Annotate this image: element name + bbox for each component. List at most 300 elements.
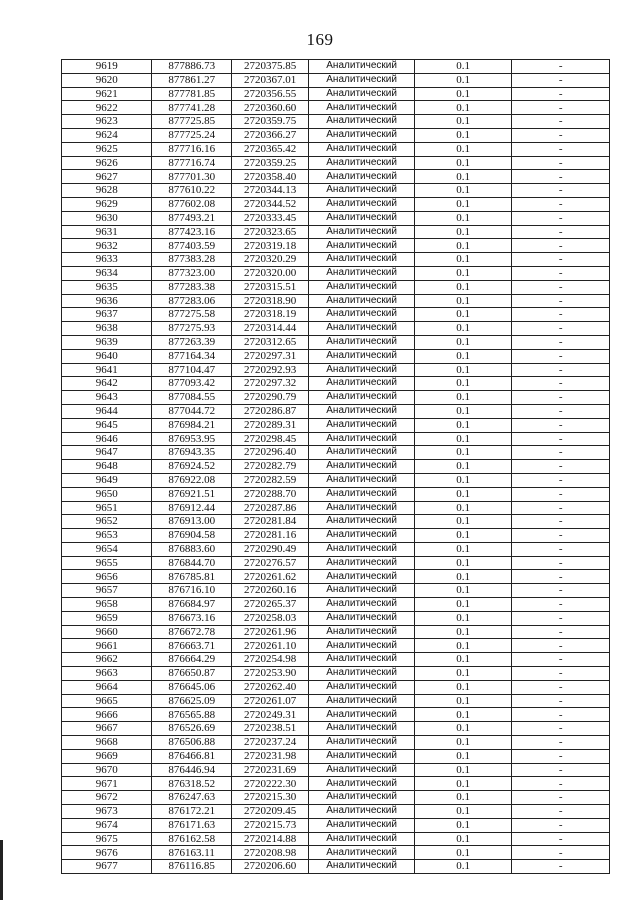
- table-row: [62, 653, 610, 667]
- x-coordinate-cell: 876645.06: [152, 680, 231, 694]
- y-coordinate-cell: 2720333.45: [231, 211, 308, 225]
- point-number-cell: 9644: [62, 404, 152, 418]
- method-cell: Аналитический: [309, 598, 415, 612]
- note-cell: -: [512, 653, 610, 667]
- method-cell: Аналитический: [309, 197, 415, 211]
- x-coordinate-cell: 877725.24: [152, 128, 231, 142]
- method-cell: Аналитический: [309, 667, 415, 681]
- point-number-cell: 9641: [62, 363, 152, 377]
- x-coordinate-cell: 877263.39: [152, 335, 231, 349]
- method-cell: Аналитический: [309, 860, 415, 874]
- note-cell: -: [512, 404, 610, 418]
- method-cell: Аналитический: [309, 501, 415, 515]
- point-number-cell: 9636: [62, 294, 152, 308]
- method-cell: Аналитический: [309, 184, 415, 198]
- table-row: [62, 694, 610, 708]
- accuracy-cell: 0.1: [414, 335, 512, 349]
- x-coordinate-cell: 876506.88: [152, 736, 231, 750]
- point-number-cell: 9643: [62, 391, 152, 405]
- method-cell: Аналитический: [309, 156, 415, 170]
- y-coordinate-cell: 2720359.75: [231, 115, 308, 129]
- point-number-cell: 9663: [62, 667, 152, 681]
- y-coordinate-cell: 2720208.98: [231, 846, 308, 860]
- accuracy-cell: 0.1: [414, 611, 512, 625]
- point-number-cell: 9619: [62, 60, 152, 74]
- accuracy-cell: 0.1: [414, 156, 512, 170]
- method-cell: Аналитический: [309, 680, 415, 694]
- note-cell: -: [512, 349, 610, 363]
- accuracy-cell: 0.1: [414, 736, 512, 750]
- accuracy-cell: 0.1: [414, 749, 512, 763]
- point-number-cell: 9664: [62, 680, 152, 694]
- y-coordinate-cell: 2720215.30: [231, 791, 308, 805]
- y-coordinate-cell: 2720365.42: [231, 142, 308, 156]
- table-row: [62, 73, 610, 87]
- method-cell: Аналитический: [309, 211, 415, 225]
- x-coordinate-cell: 876883.60: [152, 542, 231, 556]
- y-coordinate-cell: 2720298.45: [231, 432, 308, 446]
- accuracy-cell: 0.1: [414, 694, 512, 708]
- accuracy-cell: 0.1: [414, 60, 512, 74]
- table-row: [62, 142, 610, 156]
- y-coordinate-cell: 2720222.30: [231, 777, 308, 791]
- point-number-cell: 9626: [62, 156, 152, 170]
- x-coordinate-cell: 876922.08: [152, 473, 231, 487]
- y-coordinate-cell: 2720356.55: [231, 87, 308, 101]
- accuracy-cell: 0.1: [414, 239, 512, 253]
- accuracy-cell: 0.1: [414, 404, 512, 418]
- point-number-cell: 9652: [62, 515, 152, 529]
- note-cell: -: [512, 87, 610, 101]
- method-cell: Аналитический: [309, 294, 415, 308]
- note-cell: -: [512, 446, 610, 460]
- note-cell: -: [512, 625, 610, 639]
- x-coordinate-cell: 876663.71: [152, 639, 231, 653]
- x-coordinate-cell: 877403.59: [152, 239, 231, 253]
- x-coordinate-cell: 877084.55: [152, 391, 231, 405]
- y-coordinate-cell: 2720344.13: [231, 184, 308, 198]
- point-number-cell: 9640: [62, 349, 152, 363]
- note-cell: -: [512, 487, 610, 501]
- method-cell: Аналитический: [309, 266, 415, 280]
- y-coordinate-cell: 2720261.10: [231, 639, 308, 653]
- point-number-cell: 9620: [62, 73, 152, 87]
- note-cell: -: [512, 363, 610, 377]
- method-cell: Аналитический: [309, 777, 415, 791]
- x-coordinate-cell: 876716.10: [152, 584, 231, 598]
- x-coordinate-cell: 876672.78: [152, 625, 231, 639]
- point-number-cell: 9671: [62, 777, 152, 791]
- method-cell: Аналитический: [309, 846, 415, 860]
- method-cell: Аналитический: [309, 115, 415, 129]
- method-cell: Аналитический: [309, 418, 415, 432]
- method-cell: Аналитический: [309, 570, 415, 584]
- method-cell: Аналитический: [309, 653, 415, 667]
- y-coordinate-cell: 2720318.90: [231, 294, 308, 308]
- x-coordinate-cell: 876526.69: [152, 722, 231, 736]
- table-row: [62, 501, 610, 515]
- x-coordinate-cell: 877423.16: [152, 225, 231, 239]
- accuracy-cell: 0.1: [414, 184, 512, 198]
- y-coordinate-cell: 2720292.93: [231, 363, 308, 377]
- x-coordinate-cell: 876844.70: [152, 556, 231, 570]
- accuracy-cell: 0.1: [414, 832, 512, 846]
- x-coordinate-cell: 876650.87: [152, 667, 231, 681]
- table-row: [62, 680, 610, 694]
- x-coordinate-cell: 877741.28: [152, 101, 231, 115]
- table-row: [62, 418, 610, 432]
- page-number: 169: [306, 30, 334, 49]
- note-cell: -: [512, 694, 610, 708]
- x-coordinate-cell: 877610.22: [152, 184, 231, 198]
- method-cell: Аналитический: [309, 515, 415, 529]
- point-number-cell: 9672: [62, 791, 152, 805]
- note-cell: -: [512, 239, 610, 253]
- accuracy-cell: 0.1: [414, 432, 512, 446]
- point-number-cell: 9624: [62, 128, 152, 142]
- x-coordinate-cell: 877044.72: [152, 404, 231, 418]
- y-coordinate-cell: 2720260.16: [231, 584, 308, 598]
- table-row: [62, 722, 610, 736]
- method-cell: Аналитический: [309, 446, 415, 460]
- x-coordinate-cell: 877716.74: [152, 156, 231, 170]
- table-row: [62, 432, 610, 446]
- point-number-cell: 9647: [62, 446, 152, 460]
- y-coordinate-cell: 2720253.90: [231, 667, 308, 681]
- method-cell: Аналитический: [309, 225, 415, 239]
- accuracy-cell: 0.1: [414, 115, 512, 129]
- note-cell: -: [512, 115, 610, 129]
- table-row: [62, 708, 610, 722]
- y-coordinate-cell: 2720258.03: [231, 611, 308, 625]
- note-cell: -: [512, 308, 610, 322]
- point-number-cell: 9668: [62, 736, 152, 750]
- y-coordinate-cell: 2720297.32: [231, 377, 308, 391]
- method-cell: Аналитический: [309, 60, 415, 74]
- y-coordinate-cell: 2720320.00: [231, 266, 308, 280]
- y-coordinate-cell: 2720318.19: [231, 308, 308, 322]
- accuracy-cell: 0.1: [414, 308, 512, 322]
- point-number-cell: 9659: [62, 611, 152, 625]
- y-coordinate-cell: 2720261.07: [231, 694, 308, 708]
- table-row: [62, 363, 610, 377]
- table-row: [62, 529, 610, 543]
- y-coordinate-cell: 2720358.40: [231, 170, 308, 184]
- point-number-cell: 9622: [62, 101, 152, 115]
- note-cell: -: [512, 280, 610, 294]
- note-cell: -: [512, 142, 610, 156]
- table-row: [62, 832, 610, 846]
- accuracy-cell: 0.1: [414, 101, 512, 115]
- accuracy-cell: 0.1: [414, 653, 512, 667]
- accuracy-cell: 0.1: [414, 722, 512, 736]
- point-number-cell: 9670: [62, 763, 152, 777]
- x-coordinate-cell: 876172.21: [152, 805, 231, 819]
- x-coordinate-cell: 877781.85: [152, 87, 231, 101]
- table-row: [62, 239, 610, 253]
- table-row: [62, 211, 610, 225]
- table-row: [62, 667, 610, 681]
- table-row: [62, 87, 610, 101]
- point-number-cell: 9675: [62, 832, 152, 846]
- note-cell: -: [512, 266, 610, 280]
- y-coordinate-cell: 2720290.49: [231, 542, 308, 556]
- point-number-cell: 9661: [62, 639, 152, 653]
- point-number-cell: 9629: [62, 197, 152, 211]
- point-number-cell: 9642: [62, 377, 152, 391]
- point-number-cell: 9667: [62, 722, 152, 736]
- x-coordinate-cell: 876318.52: [152, 777, 231, 791]
- method-cell: Аналитический: [309, 391, 415, 405]
- note-cell: -: [512, 556, 610, 570]
- note-cell: -: [512, 418, 610, 432]
- y-coordinate-cell: 2720312.65: [231, 335, 308, 349]
- method-cell: Аналитический: [309, 280, 415, 294]
- accuracy-cell: 0.1: [414, 446, 512, 460]
- note-cell: -: [512, 184, 610, 198]
- y-coordinate-cell: 2720254.98: [231, 653, 308, 667]
- table-row: [62, 584, 610, 598]
- table-row: [62, 349, 610, 363]
- table-row: [62, 280, 610, 294]
- note-cell: -: [512, 611, 610, 625]
- method-cell: Аналитический: [309, 611, 415, 625]
- table-row: [62, 487, 610, 501]
- y-coordinate-cell: 2720261.96: [231, 625, 308, 639]
- note-cell: -: [512, 805, 610, 819]
- note-cell: -: [512, 225, 610, 239]
- note-cell: -: [512, 128, 610, 142]
- x-coordinate-cell: 877283.38: [152, 280, 231, 294]
- point-number-cell: 9657: [62, 584, 152, 598]
- table-row: [62, 391, 610, 405]
- method-cell: Аналитический: [309, 487, 415, 501]
- table-row: [62, 542, 610, 556]
- method-cell: Аналитический: [309, 432, 415, 446]
- y-coordinate-cell: 2720366.27: [231, 128, 308, 142]
- method-cell: Аналитический: [309, 335, 415, 349]
- method-cell: Аналитический: [309, 722, 415, 736]
- point-number-cell: 9621: [62, 87, 152, 101]
- note-cell: -: [512, 253, 610, 267]
- x-coordinate-cell: 876913.00: [152, 515, 231, 529]
- y-coordinate-cell: 2720296.40: [231, 446, 308, 460]
- x-coordinate-cell: 876664.29: [152, 653, 231, 667]
- accuracy-cell: 0.1: [414, 556, 512, 570]
- point-number-cell: 9653: [62, 529, 152, 543]
- accuracy-cell: 0.1: [414, 363, 512, 377]
- accuracy-cell: 0.1: [414, 515, 512, 529]
- x-coordinate-cell: 876921.51: [152, 487, 231, 501]
- table-row: [62, 749, 610, 763]
- note-cell: -: [512, 708, 610, 722]
- note-cell: -: [512, 170, 610, 184]
- y-coordinate-cell: 2720261.62: [231, 570, 308, 584]
- accuracy-cell: 0.1: [414, 791, 512, 805]
- note-cell: -: [512, 598, 610, 612]
- accuracy-cell: 0.1: [414, 73, 512, 87]
- x-coordinate-cell: 876785.81: [152, 570, 231, 584]
- note-cell: -: [512, 377, 610, 391]
- point-number-cell: 9654: [62, 542, 152, 556]
- table-row: [62, 736, 610, 750]
- y-coordinate-cell: 2720288.70: [231, 487, 308, 501]
- accuracy-cell: 0.1: [414, 473, 512, 487]
- table-row: [62, 777, 610, 791]
- point-number-cell: 9656: [62, 570, 152, 584]
- y-coordinate-cell: 2720367.01: [231, 73, 308, 87]
- point-number-cell: 9628: [62, 184, 152, 198]
- table-row: [62, 598, 610, 612]
- point-number-cell: 9662: [62, 653, 152, 667]
- x-coordinate-cell: 876565.88: [152, 708, 231, 722]
- y-coordinate-cell: 2720290.79: [231, 391, 308, 405]
- y-coordinate-cell: 2720237.24: [231, 736, 308, 750]
- point-number-cell: 9637: [62, 308, 152, 322]
- accuracy-cell: 0.1: [414, 225, 512, 239]
- method-cell: Аналитический: [309, 763, 415, 777]
- note-cell: -: [512, 777, 610, 791]
- note-cell: -: [512, 791, 610, 805]
- accuracy-cell: 0.1: [414, 253, 512, 267]
- table-row: [62, 805, 610, 819]
- y-coordinate-cell: 2720206.60: [231, 860, 308, 874]
- x-coordinate-cell: 876625.09: [152, 694, 231, 708]
- x-coordinate-cell: 876446.94: [152, 763, 231, 777]
- x-coordinate-cell: 876673.16: [152, 611, 231, 625]
- x-coordinate-cell: 877164.34: [152, 349, 231, 363]
- table-row: [62, 184, 610, 198]
- point-number-cell: 9660: [62, 625, 152, 639]
- point-number-cell: 9627: [62, 170, 152, 184]
- x-coordinate-cell: 876162.58: [152, 832, 231, 846]
- y-coordinate-cell: 2720289.31: [231, 418, 308, 432]
- note-cell: -: [512, 639, 610, 653]
- y-coordinate-cell: 2720215.73: [231, 818, 308, 832]
- point-number-cell: 9650: [62, 487, 152, 501]
- note-cell: -: [512, 846, 610, 860]
- x-coordinate-cell: 877283.06: [152, 294, 231, 308]
- x-coordinate-cell: 876247.63: [152, 791, 231, 805]
- point-number-cell: 9666: [62, 708, 152, 722]
- x-coordinate-cell: 877383.28: [152, 253, 231, 267]
- accuracy-cell: 0.1: [414, 763, 512, 777]
- x-coordinate-cell: 876984.21: [152, 418, 231, 432]
- table-row: [62, 611, 610, 625]
- y-coordinate-cell: 2720360.60: [231, 101, 308, 115]
- table-row: [62, 308, 610, 322]
- table-row: [62, 377, 610, 391]
- y-coordinate-cell: 2720375.85: [231, 60, 308, 74]
- note-cell: -: [512, 473, 610, 487]
- x-coordinate-cell: 876953.95: [152, 432, 231, 446]
- accuracy-cell: 0.1: [414, 860, 512, 874]
- table-row: [62, 156, 610, 170]
- y-coordinate-cell: 2720344.52: [231, 197, 308, 211]
- y-coordinate-cell: 2720282.79: [231, 460, 308, 474]
- point-number-cell: 9673: [62, 805, 152, 819]
- x-coordinate-cell: 876171.63: [152, 818, 231, 832]
- accuracy-cell: 0.1: [414, 266, 512, 280]
- y-coordinate-cell: 2720286.87: [231, 404, 308, 418]
- accuracy-cell: 0.1: [414, 570, 512, 584]
- x-coordinate-cell: 876163.11: [152, 846, 231, 860]
- note-cell: -: [512, 501, 610, 515]
- point-number-cell: 9676: [62, 846, 152, 860]
- point-number-cell: 9655: [62, 556, 152, 570]
- x-coordinate-cell: 877104.47: [152, 363, 231, 377]
- table-row: [62, 225, 610, 239]
- method-cell: Аналитический: [309, 694, 415, 708]
- table-row: [62, 197, 610, 211]
- method-cell: Аналитический: [309, 239, 415, 253]
- note-cell: -: [512, 529, 610, 543]
- table-row: [62, 404, 610, 418]
- point-number-cell: 9645: [62, 418, 152, 432]
- note-cell: -: [512, 763, 610, 777]
- y-coordinate-cell: 2720276.57: [231, 556, 308, 570]
- x-coordinate-cell: 877716.16: [152, 142, 231, 156]
- y-coordinate-cell: 2720281.16: [231, 529, 308, 543]
- x-coordinate-cell: 877725.85: [152, 115, 231, 129]
- y-coordinate-cell: 2720323.65: [231, 225, 308, 239]
- accuracy-cell: 0.1: [414, 418, 512, 432]
- table-row: [62, 170, 610, 184]
- method-cell: Аналитический: [309, 308, 415, 322]
- table-row: [62, 253, 610, 267]
- method-cell: Аналитический: [309, 749, 415, 763]
- method-cell: Аналитический: [309, 473, 415, 487]
- scan-margin-mark: [0, 840, 3, 900]
- y-coordinate-cell: 2720282.59: [231, 473, 308, 487]
- note-cell: -: [512, 460, 610, 474]
- x-coordinate-cell: 877701.30: [152, 170, 231, 184]
- note-cell: -: [512, 294, 610, 308]
- point-number-cell: 9632: [62, 239, 152, 253]
- note-cell: -: [512, 860, 610, 874]
- note-cell: -: [512, 335, 610, 349]
- table-row: [62, 266, 610, 280]
- coordinates-table-body: [62, 60, 610, 874]
- note-cell: -: [512, 322, 610, 336]
- x-coordinate-cell: 877493.21: [152, 211, 231, 225]
- y-coordinate-cell: 2720359.25: [231, 156, 308, 170]
- point-number-cell: 9633: [62, 253, 152, 267]
- point-number-cell: 9669: [62, 749, 152, 763]
- y-coordinate-cell: 2720320.29: [231, 253, 308, 267]
- x-coordinate-cell: 877602.08: [152, 197, 231, 211]
- note-cell: -: [512, 680, 610, 694]
- accuracy-cell: 0.1: [414, 294, 512, 308]
- point-number-cell: 9631: [62, 225, 152, 239]
- method-cell: Аналитический: [309, 349, 415, 363]
- y-coordinate-cell: 2720315.51: [231, 280, 308, 294]
- accuracy-cell: 0.1: [414, 625, 512, 639]
- note-cell: -: [512, 584, 610, 598]
- accuracy-cell: 0.1: [414, 501, 512, 515]
- table-row: [62, 625, 610, 639]
- method-cell: Аналитический: [309, 584, 415, 598]
- accuracy-cell: 0.1: [414, 391, 512, 405]
- method-cell: Аналитический: [309, 818, 415, 832]
- point-number-cell: 9648: [62, 460, 152, 474]
- note-cell: -: [512, 391, 610, 405]
- point-number-cell: 9658: [62, 598, 152, 612]
- table-row: [62, 128, 610, 142]
- x-coordinate-cell: 877275.58: [152, 308, 231, 322]
- accuracy-cell: 0.1: [414, 805, 512, 819]
- method-cell: Аналитический: [309, 529, 415, 543]
